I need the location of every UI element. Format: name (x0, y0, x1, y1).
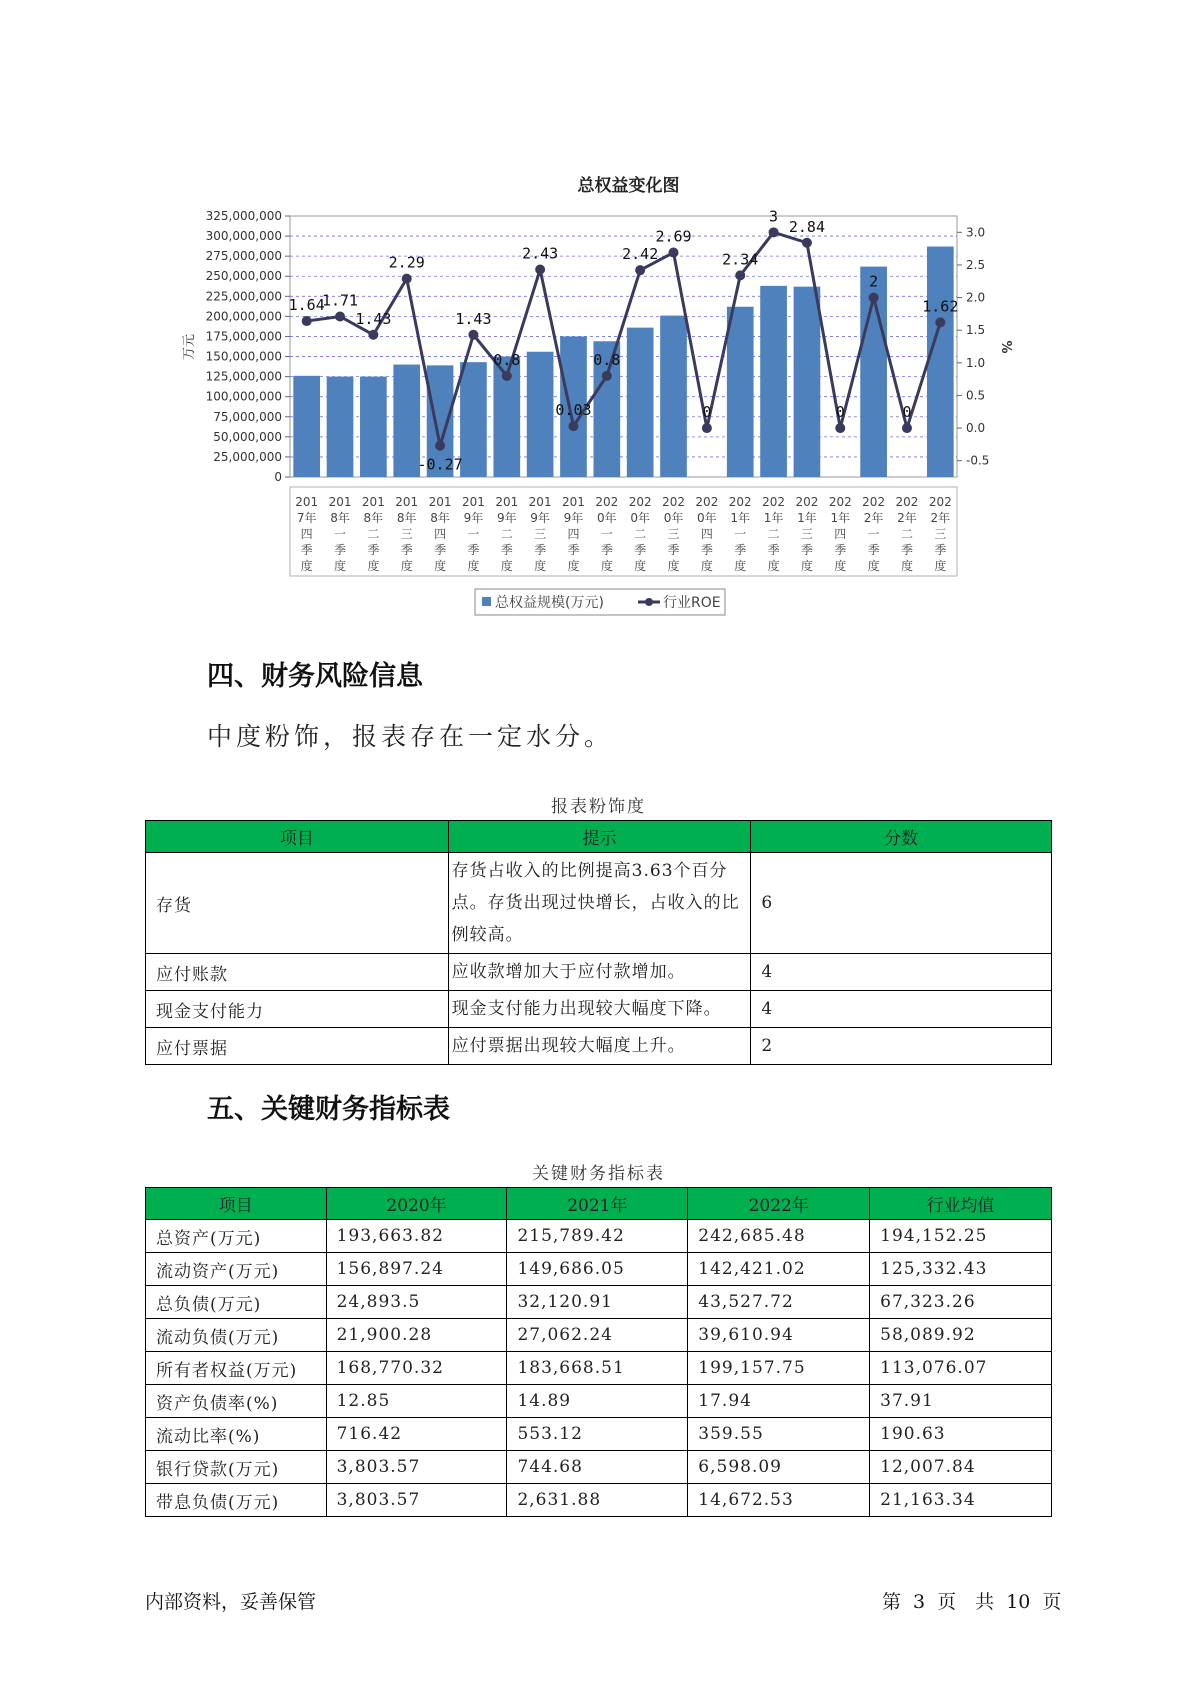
kpi-industry-avg: 125,332.43 (870, 1253, 1052, 1286)
category-label: 度 (867, 559, 880, 573)
table-row (146, 1319, 1052, 1352)
category-label: 度 (834, 559, 847, 573)
kpi-industry-avg: 194,152.25 (870, 1220, 1052, 1253)
roe-point (935, 317, 945, 327)
roe-data-label: 1.43 (355, 309, 392, 328)
category-label: 201 (495, 495, 519, 509)
category-label: 度 (500, 559, 513, 573)
category-label: 一 (867, 527, 880, 541)
category-label: 季 (700, 543, 713, 557)
y-tick-label: 325,000,000 (205, 209, 282, 223)
y-tick-label: 25,000,000 (213, 449, 282, 464)
bar (327, 377, 354, 477)
kpi-value-2022: 359.55 (688, 1418, 870, 1451)
category-label: 9年 (563, 511, 584, 525)
risk-col-tip: 提示 (448, 821, 751, 853)
category-label: 1年 (730, 511, 751, 525)
category-label: 一 (467, 527, 480, 541)
category-label: 202 (928, 495, 952, 509)
kpi-value-2020: 168,770.32 (326, 1352, 507, 1385)
risk-item: 存货 (146, 853, 449, 954)
legend-line-marker (645, 598, 653, 606)
category-label: 季 (500, 543, 513, 557)
kpi-value-2022: 39,610.94 (688, 1319, 870, 1352)
footer-page-number: 第 3 页 共 10 页 (882, 1591, 1062, 1613)
kpi-table (145, 1187, 1052, 1517)
roe-point (702, 423, 712, 433)
roe-data-label: 1.62 (922, 297, 959, 316)
kpi-table-caption: 关键财务指标表 (532, 1164, 665, 1184)
kpi-industry-avg: 67,323.26 (870, 1286, 1052, 1319)
category-label: 二 (634, 527, 647, 541)
category-label: 201 (461, 495, 485, 509)
category-label: 0年 (630, 511, 650, 525)
kpi-value-2022: 142,421.02 (688, 1253, 870, 1286)
y2-tick-label: 1.5 (966, 323, 986, 338)
kpi-value-2020: 716.42 (326, 1418, 507, 1451)
bar (727, 307, 754, 477)
risk-item: 应付账款 (146, 954, 449, 991)
bar (460, 362, 487, 477)
category-label: 季 (734, 543, 747, 557)
kpi-value-2021: 2,631.88 (507, 1484, 688, 1517)
category-label: 2年 (930, 511, 951, 525)
category-label: 202 (728, 495, 752, 509)
kpi-industry-avg: 58,089.92 (870, 1319, 1052, 1352)
category-label: 度 (800, 559, 813, 573)
roe-point (835, 423, 845, 433)
roe-data-label: 0.8 (493, 350, 521, 369)
category-label: 度 (367, 559, 380, 573)
footer-confidential-note: 内部资料，妥善保管 (145, 1591, 317, 1613)
category-label: 四 (567, 527, 580, 541)
y-tick-label: 300,000,000 (205, 229, 282, 244)
y-tick-label: 225,000,000 (205, 289, 282, 304)
risk-tip: 应收款增加大于应付款增加。 (448, 954, 751, 991)
kpi-value-2020: 24,893.5 (326, 1286, 507, 1319)
roe-data-label: 2.43 (522, 244, 559, 263)
category-label: 三 (534, 527, 547, 541)
category-label: 度 (400, 559, 413, 573)
y2-tick-label: 0.5 (966, 388, 986, 403)
y-tick-label: 125,000,000 (205, 369, 282, 384)
roe-point (368, 330, 378, 340)
roe-data-label: 2 (869, 272, 879, 291)
bar (627, 328, 654, 477)
y2-tick-label: 3.0 (966, 225, 986, 240)
kpi-item: 总资产(万元) (146, 1220, 327, 1253)
table-row (146, 1286, 1052, 1319)
roe-data-label: 3 (769, 207, 779, 226)
kpi-value-2021: 553.12 (507, 1418, 688, 1451)
category-axis-frame (290, 487, 957, 576)
y2-tick-label: 0.0 (966, 421, 986, 436)
category-label: 四 (434, 527, 447, 541)
y2-tick-label: 1.0 (966, 355, 986, 370)
roe-data-label: 1.64 (288, 296, 325, 315)
equity-chart-svg (0, 0, 1191, 660)
kpi-value-2022: 17.94 (688, 1385, 870, 1418)
y-tick-label: 250,000,000 (205, 269, 282, 284)
category-label: 度 (634, 559, 647, 573)
category-label: 三 (400, 527, 413, 541)
table-row (146, 1220, 1052, 1253)
kpi-item: 所有者权益(万元) (146, 1352, 327, 1385)
category-label: 202 (795, 495, 819, 509)
roe-point (769, 227, 779, 237)
kpi-item: 流动比率(%) (146, 1418, 327, 1451)
roe-point (502, 371, 512, 381)
category-label: 1年 (797, 511, 817, 525)
roe-point (302, 316, 312, 326)
risk-score: 2 (751, 1028, 1052, 1065)
kpi-industry-avg: 37.91 (870, 1385, 1052, 1418)
category-label: 202 (828, 495, 852, 509)
kpi-col-2022: 2022年 (688, 1188, 870, 1220)
y-tick-label: 175,000,000 (205, 329, 282, 344)
category-label: 四 (700, 527, 713, 541)
kpi-value-2022: 6,598.09 (688, 1451, 870, 1484)
roe-data-label: 0 (902, 403, 912, 422)
category-label: 1年 (763, 511, 784, 525)
category-label: 度 (567, 559, 580, 573)
category-label: 202 (595, 495, 619, 509)
roe-point (335, 311, 345, 321)
category-label: 度 (667, 559, 680, 573)
category-label: 季 (834, 543, 847, 557)
kpi-value-2022: 242,685.48 (688, 1220, 870, 1253)
category-label: 二 (367, 527, 380, 541)
kpi-item: 资产负债率(%) (146, 1385, 327, 1418)
category-label: 8年 (330, 511, 350, 525)
roe-data-label: 2.29 (388, 253, 425, 272)
bar (794, 287, 821, 477)
category-label: 季 (534, 543, 547, 557)
y2-tick-label: 2.5 (966, 257, 986, 272)
category-label: 9年 (496, 511, 517, 525)
category-label: 度 (767, 559, 780, 573)
roe-point (869, 293, 879, 303)
category-label: 二 (900, 527, 913, 541)
category-label: 季 (467, 543, 480, 557)
kpi-value-2021: 744.68 (507, 1451, 688, 1484)
category-label: 8年 (363, 511, 384, 525)
kpi-value-2020: 21,900.28 (326, 1319, 507, 1352)
category-label: 季 (900, 543, 913, 557)
category-label: 2年 (897, 511, 917, 525)
category-label: 201 (328, 495, 352, 509)
category-label: 三 (800, 527, 813, 541)
category-label: 8年 (396, 511, 417, 525)
roe-data-label: -0.27 (417, 455, 463, 474)
category-label: 7年 (296, 511, 317, 525)
category-label: 二 (500, 527, 513, 541)
bar (760, 286, 787, 477)
kpi-value-2021: 215,789.42 (507, 1220, 688, 1253)
y-tick-label: 100,000,000 (205, 389, 282, 404)
legend-line-label: 行业ROE (663, 595, 721, 611)
category-label: 9年 (530, 511, 550, 525)
risk-item: 现金支付能力 (146, 991, 449, 1028)
roe-data-label: 1.43 (455, 309, 492, 328)
kpi-value-2020: 193,663.82 (326, 1220, 507, 1253)
y-axis-label: 万元 (182, 333, 197, 361)
kpi-section-heading: 五、关键财务指标表 (207, 1094, 450, 1125)
kpi-col-2021: 2021年 (507, 1188, 688, 1220)
kpi-value-2020: 3,803.57 (326, 1484, 507, 1517)
category-label: 季 (634, 543, 647, 557)
chart-title: 总权益变化图 (577, 176, 680, 196)
roe-point (468, 330, 478, 340)
category-label: 季 (400, 543, 413, 557)
y2-tick-label: -0.5 (966, 453, 990, 468)
roe-data-label: 2.34 (722, 250, 759, 269)
kpi-item: 流动资产(万元) (146, 1253, 327, 1286)
category-label: 度 (300, 559, 313, 573)
category-label: 季 (800, 543, 813, 557)
kpi-industry-avg: 12,007.84 (870, 1451, 1052, 1484)
risk-score: 6 (751, 853, 1052, 954)
kpi-value-2020: 3,803.57 (326, 1451, 507, 1484)
y-tick-label: 200,000,000 (205, 309, 282, 324)
kpi-value-2020: 12.85 (326, 1385, 507, 1418)
table-row (146, 853, 1052, 954)
category-label: 季 (434, 543, 447, 557)
kpi-industry-avg: 113,076.07 (870, 1352, 1052, 1385)
kpi-value-2021: 32,120.91 (507, 1286, 688, 1319)
risk-col-score: 分数 (751, 821, 1052, 853)
roe-point (435, 441, 445, 451)
y2-axis-label: % (998, 340, 1013, 354)
bar (527, 352, 554, 477)
table-row (146, 1418, 1052, 1451)
kpi-value-2022: 14,672.53 (688, 1484, 870, 1517)
category-label: 季 (667, 543, 680, 557)
roe-point (602, 371, 612, 381)
category-label: 一 (334, 527, 347, 541)
bar (927, 247, 954, 477)
category-label: 四 (834, 527, 847, 541)
category-label: 四 (300, 527, 313, 541)
table-row (146, 1484, 1052, 1517)
kpi-value-2021: 14.89 (507, 1385, 688, 1418)
category-label: 度 (534, 559, 547, 573)
kpi-value-2021: 183,668.51 (507, 1352, 688, 1385)
legend-bar-label: 总权益规模(万元) (495, 595, 604, 611)
category-label: 9年 (463, 511, 484, 525)
category-label: 0年 (663, 511, 684, 525)
category-label: 季 (767, 543, 780, 557)
category-label: 三 (934, 527, 947, 541)
category-label: 202 (762, 495, 786, 509)
category-label: 0年 (597, 511, 617, 525)
category-label: 0年 (697, 511, 717, 525)
risk-tip: 应付票据出现较大幅度上升。 (448, 1028, 751, 1065)
category-label: 一 (600, 527, 613, 541)
category-label: 三 (667, 527, 680, 541)
category-label: 202 (862, 495, 886, 509)
table-row (146, 1028, 1052, 1065)
category-label: 201 (528, 495, 552, 509)
category-label: 度 (334, 559, 347, 573)
risk-tip: 存货占收入的比例提高3.63个百分点。存货出现过快增长，占收入的比例较高。 (448, 853, 751, 954)
bar (360, 377, 387, 477)
table-row (146, 1352, 1052, 1385)
category-label: 季 (334, 543, 347, 557)
kpi-value-2021: 149,686.05 (507, 1253, 688, 1286)
table-row (146, 954, 1052, 991)
roe-point (802, 238, 812, 248)
risk-score: 4 (751, 954, 1052, 991)
category-label: 201 (562, 495, 585, 509)
kpi-industry-avg: 21,163.34 (870, 1484, 1052, 1517)
roe-data-label: 0.03 (555, 401, 592, 420)
risk-table-header-row (146, 821, 1052, 853)
roe-point (735, 270, 745, 280)
category-label: 度 (600, 559, 613, 573)
kpi-table-header-row (146, 1188, 1052, 1220)
category-label: 一 (734, 527, 747, 541)
kpi-value-2020: 156,897.24 (326, 1253, 507, 1286)
kpi-item: 流动负债(万元) (146, 1319, 327, 1352)
category-label: 季 (934, 543, 947, 557)
category-label: 2年 (863, 511, 884, 525)
roe-point (568, 421, 578, 431)
category-label: 季 (300, 543, 313, 557)
category-label: 202 (895, 495, 919, 509)
table-row (146, 1385, 1052, 1418)
bar (293, 376, 320, 477)
kpi-item: 总负债(万元) (146, 1286, 327, 1319)
category-label: 季 (867, 543, 880, 557)
category-label: 202 (695, 495, 719, 509)
kpi-value-2021: 27,062.24 (507, 1319, 688, 1352)
kpi-col-item: 项目 (146, 1188, 327, 1220)
category-label: 202 (662, 495, 685, 509)
kpi-item: 银行贷款(万元) (146, 1451, 327, 1484)
risk-tip: 现金支付能力出现较大幅度下降。 (448, 991, 751, 1028)
risk-item: 应付票据 (146, 1028, 449, 1065)
y-tick-label: 0 (274, 470, 282, 484)
roe-data-label: 2.42 (622, 245, 659, 264)
roe-data-label: 0 (835, 403, 845, 422)
table-row (146, 1253, 1052, 1286)
risk-table (145, 820, 1052, 1065)
roe-point (669, 248, 679, 258)
category-label: 202 (628, 495, 652, 509)
y-tick-label: 150,000,000 (205, 349, 282, 364)
category-label: 201 (295, 495, 319, 509)
risk-table-caption: 报表粉饰度 (551, 797, 646, 817)
category-label: 季 (567, 543, 580, 557)
category-label: 度 (900, 559, 913, 573)
roe-point (535, 265, 545, 275)
category-label: 201 (395, 495, 419, 509)
kpi-col-2020: 2020年 (326, 1188, 507, 1220)
bar (393, 365, 420, 477)
roe-data-label: 0.8 (593, 350, 621, 369)
category-label: 度 (434, 559, 447, 573)
kpi-industry-avg: 190.63 (870, 1418, 1052, 1451)
category-label: 度 (934, 559, 947, 573)
roe-data-label: 1.71 (321, 291, 359, 310)
table-row (146, 1451, 1052, 1484)
risk-section-heading: 四、财务风险信息 (207, 661, 423, 692)
table-row (146, 991, 1052, 1028)
category-label: 度 (734, 559, 747, 573)
category-label: 季 (367, 543, 380, 557)
legend-bar-swatch (482, 597, 491, 606)
y-tick-label: 50,000,000 (213, 429, 282, 444)
category-label: 度 (700, 559, 713, 573)
category-label: 季 (600, 543, 613, 557)
y-tick-label: 275,000,000 (205, 249, 282, 264)
roe-point (635, 265, 645, 275)
risk-col-item: 项目 (146, 821, 449, 853)
bar (660, 316, 687, 477)
category-label: 二 (767, 527, 780, 541)
category-label: 8年 (430, 511, 450, 525)
category-label: 度 (467, 559, 480, 573)
kpi-col-industry-avg: 行业均值 (870, 1188, 1052, 1220)
category-label: 1年 (830, 511, 851, 525)
kpi-value-2022: 199,157.75 (688, 1352, 870, 1385)
category-label: 201 (428, 495, 452, 509)
risk-summary: 中度粉饰，报表存在一定水分。 (207, 722, 614, 751)
kpi-item: 带息负债(万元) (146, 1484, 327, 1517)
roe-point (402, 274, 412, 284)
y-tick-label: 75,000,000 (213, 409, 282, 424)
kpi-value-2022: 43,527.72 (688, 1286, 870, 1319)
equity-chart (0, 0, 1191, 660)
y2-tick-label: 2.0 (966, 290, 986, 305)
risk-score: 4 (751, 991, 1052, 1028)
category-label: 201 (361, 495, 385, 509)
roe-data-label: 0 (702, 403, 712, 422)
roe-data-label: 2.69 (655, 227, 692, 246)
roe-point (902, 423, 912, 433)
roe-data-label: 2.84 (788, 217, 825, 236)
